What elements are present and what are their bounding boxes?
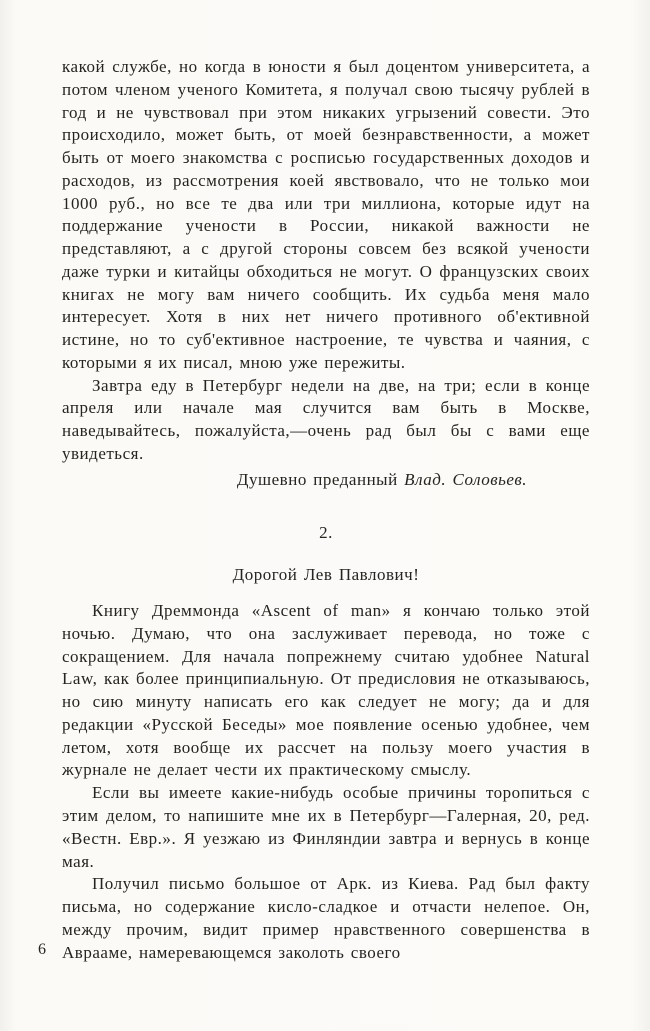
letter2-paragraph-1: Книгу Дреммонда «Ascent of man» я кончаю только этой ночью. Думаю, что она заслуживает перевода, но тоже с сокращением. Для начала попрежнему считаю удобнее Natural Law, как более принципиальную. От предисловия не отказываюсь, но сию минуту написать его как следует не могу; да и для редакции «Русской Беседы» мое появление осенью удобнее, чем летом, хотя вообще их рассчет на пользу моего участия в журнале не делает чести их практическому смыслу. [62,601,590,780]
letter1-paragraph-continuation: какой службе, но когда в юности я был доцентом университета, а потом членом ученого Комитета, я получал свою тысячу рублей в год и не чувствовал при этом никаких угрызений совести. Это происходило, может быть, от моей безнравственности, а может быть от моего знакомства с росписью государственных доходов и расходов, из рассмотрения коей явствовало, что не только мои 1000 руб., но все те два или три миллиона, которые идут на поддержание учености в России, никакой важности не представляют, а с другой стороны совсем без всякой учености даже турки и китайцы обходиться не могут. О французских своих книгах не могу вам ничего сообщить. Их судьба меня мало интересует. Хотя в них нет ничего противного об'ективной истине, но то суб'ективное настроение, те чувства и чаяния, с которыми я их писал, мною уже пережиты. [62,57,590,372]
signature-name: Влад. Соловьев. [404,469,528,489]
letter1-signature [62,469,590,492]
letter2-paragraph-2: Если вы имеете какие-нибудь особые причины торопиться с этим делом, то напишите мне их в Петербург—Галерная, 20, ред. «Вестн. Евр.». Я уезжаю из Финляндии завтра и вернусь в конце мая. [62,783,590,871]
letter2-paragraph-3: Получил письмо большое от Арк. из Киева. Рад был факту письма, но содержание кисло-сладкое и отчасти нелепое. Он, между прочим, видит пример нравственного совершенства в Аврааме, намеревающемся заколоть своего [62,874,590,962]
letter1-paragraph-2: Завтра еду в Петербург недели на две, на три; если в конце апреля или начале мая случится вам быть в Москве, наведывайтесь, пожалуйста,—очень рад был бы с вами еще увидеться. [62,375,590,464]
signature-prefix: Душевно преданный [236,469,405,489]
letter2-salutation: Дорогой Лев Павлович! [232,565,420,585]
page-text-block [62,56,590,964]
page-number: 6 [38,941,47,958]
letter2-section-number: 2. [319,522,333,542]
